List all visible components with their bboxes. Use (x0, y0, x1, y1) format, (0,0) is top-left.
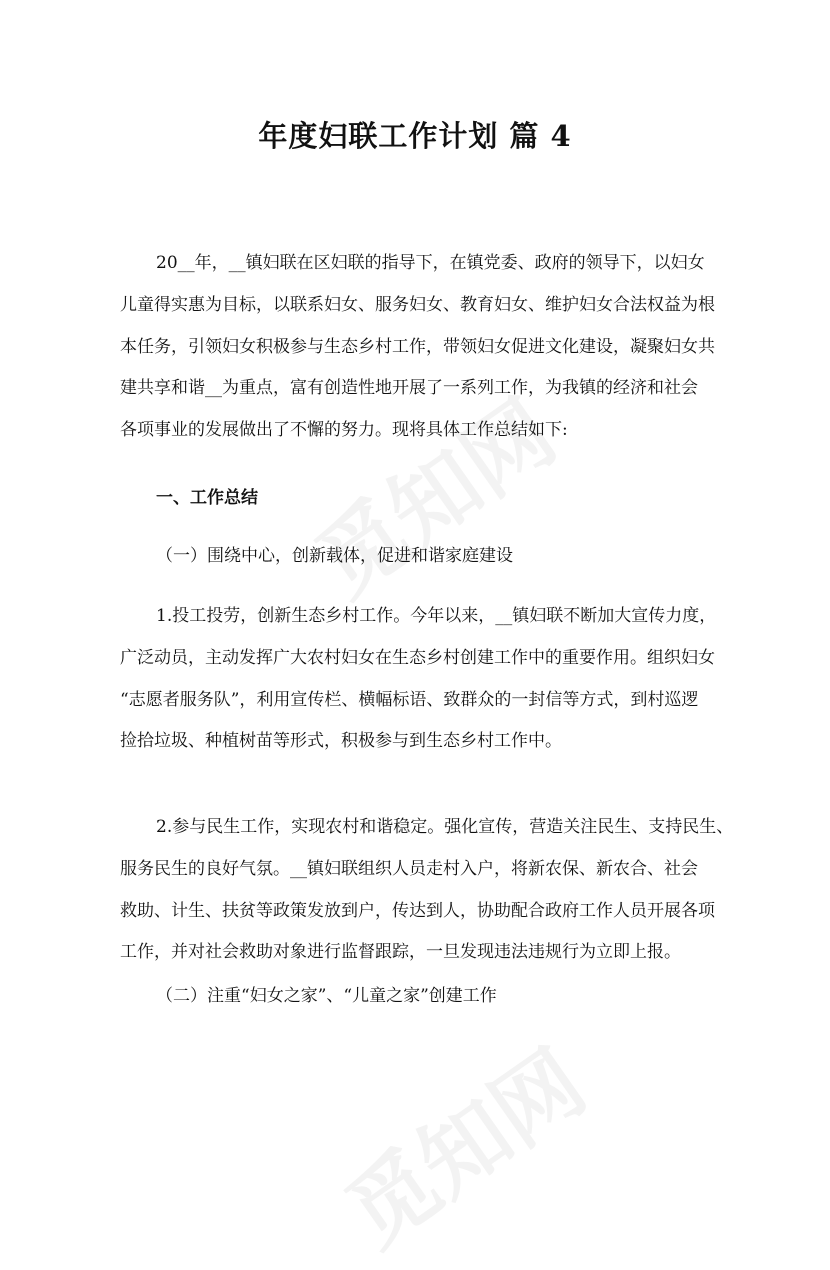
subsection-heading: （一）围绕中心，创新载体，促进和谐家庭建设 (156, 546, 513, 566)
paragraph-line: 20__年，__镇妇联在区妇联的指导下，在镇党委、政府的领导下，以妇女 (156, 253, 705, 273)
item-paragraph-1 (120, 596, 717, 763)
section-heading: 一、工作总结 (156, 488, 258, 508)
paragraph-line: 2.参与民生工作，实现农村和谐稳定。强化宣传，营造关注民生、支持民生、 (156, 817, 734, 837)
item-paragraph-2 (120, 807, 734, 974)
paragraph-line: 1.投工投劳，创新生态乡村工作。今年以来，__镇妇联不断加大宣传力度， (156, 606, 717, 626)
paragraph-line: 儿童得实惠为目标，以联系妇女、服务妇女、教育妇女、维护妇女合法权益为根 (120, 294, 715, 315)
intro-paragraph (120, 243, 715, 452)
paragraph-line: 服务民生的良好气氛。__镇妇联组织人员走村入户，将新农保、新农合、社会 (120, 858, 698, 879)
paragraph-line: 各项事业的发展做出了不懈的努力。现将具体工作总结如下: (120, 420, 568, 441)
paragraph-line: 工作，并对社会救助对象进行监督跟踪，一旦发现违法违规行为立即上报。 (120, 942, 681, 963)
subsection-heading: （二）注重“妇女之家”、“儿童之家”创建工作 (156, 986, 497, 1006)
paragraph-line: 本任务，引领妇女积极参与生态乡村工作，带领妇女促进文化建设，凝聚妇女共 (120, 336, 715, 357)
paragraph-line: 捡拾垃圾、种植树苗等形式，积极参与到生态乡村工作中。 (120, 731, 562, 752)
watermark (318, 1016, 607, 1270)
paragraph-line: “志愿者服务队”，利用宣传栏、横幅标语、致群众的一封信等方式，到村巡逻 (120, 689, 699, 710)
paragraph-line: 建共享和谐__为重点，富有创造性地开展了一系列工作，为我镇的经济和社会 (120, 378, 698, 399)
document-title: 年度妇联工作计划 篇 4 (258, 119, 572, 153)
paragraph-line: 救助、计生、扶贫等政策发放到户，传达到人，协助配合政府工作人员开展各项 (120, 900, 715, 921)
paragraph-line: 广泛动员，主动发挥广大农村妇女在生态乡村创建工作中的重要作用。组织妇女 (120, 647, 715, 668)
